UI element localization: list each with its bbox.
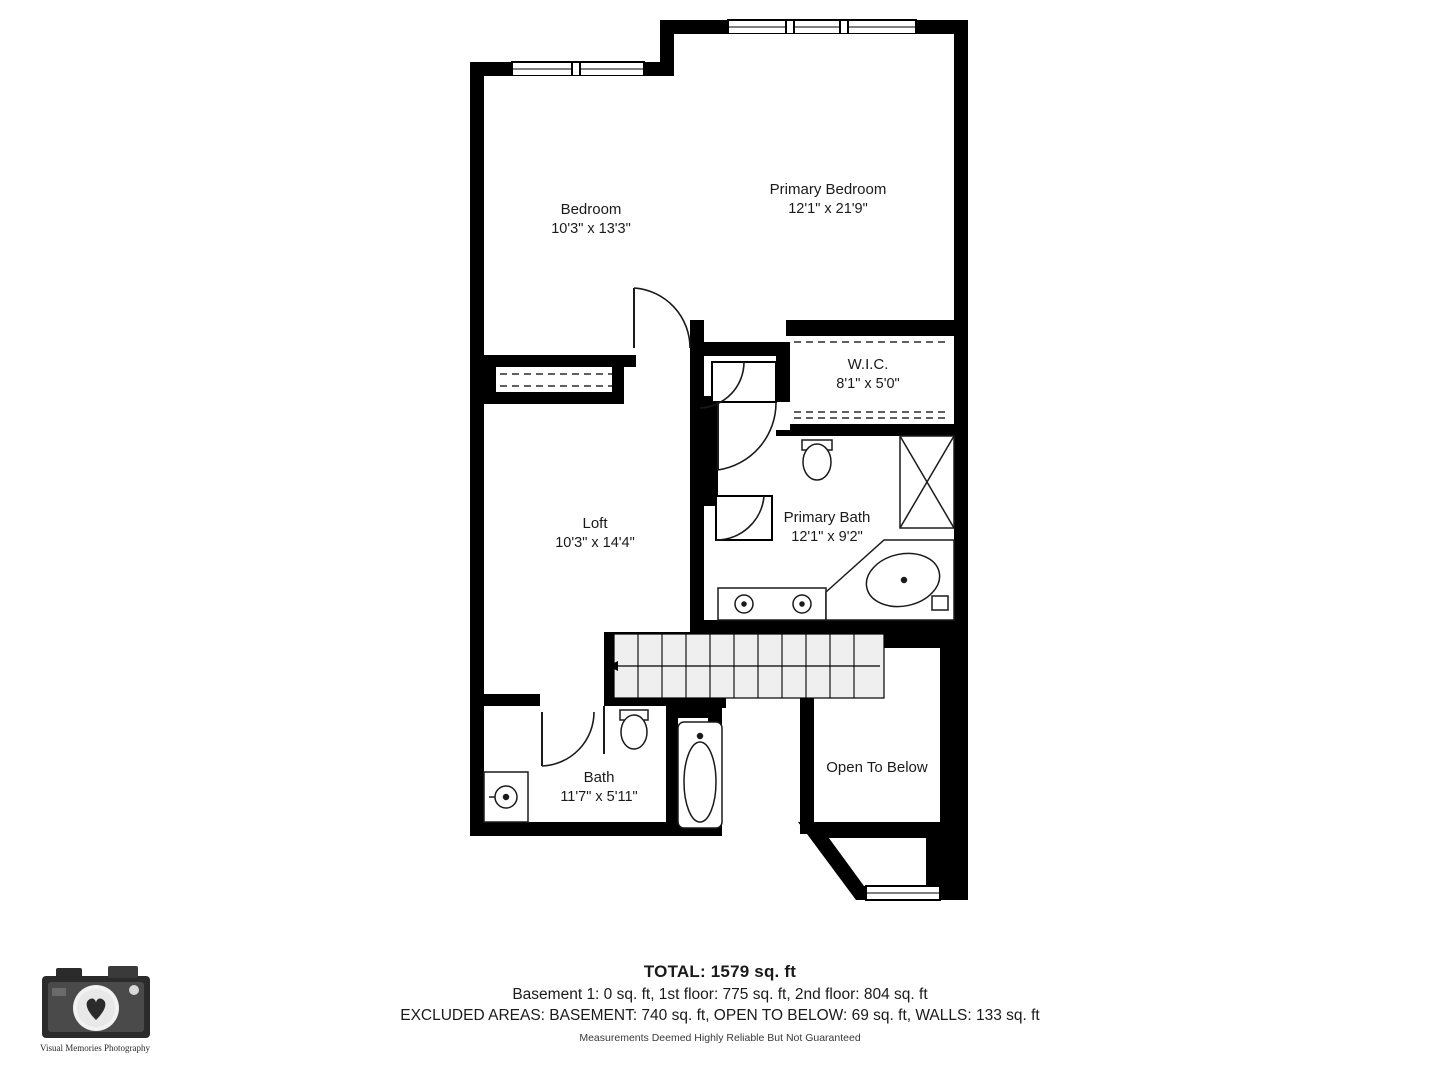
staircase bbox=[608, 634, 884, 698]
disclaimer-text: Measurements Deemed Highly Reliable But Not Guaranteed bbox=[579, 1032, 861, 1044]
room-label-bath bbox=[560, 768, 637, 808]
room-label-open-to-below bbox=[826, 758, 927, 778]
room-name: Loft bbox=[582, 515, 608, 532]
room-name: Primary Bath bbox=[783, 509, 871, 526]
room-label-primary-bedroom bbox=[770, 180, 887, 220]
room-label-bedroom bbox=[551, 200, 631, 240]
room-dimensions: 8'1" x 5'0" bbox=[836, 376, 900, 393]
room-name: W.I.C. bbox=[847, 356, 889, 373]
room-dimensions: 10'3" x 14'4" bbox=[555, 535, 635, 552]
area-summary bbox=[0, 962, 1440, 1044]
room-name: Primary Bedroom bbox=[769, 181, 887, 198]
room-name: Bedroom bbox=[560, 201, 622, 218]
room-label-loft bbox=[555, 514, 635, 554]
room-dimensions: 10'3" x 13'3" bbox=[551, 221, 631, 238]
total-area: TOTAL: 1579 sq. ft bbox=[643, 962, 797, 981]
room-name: Bath bbox=[583, 769, 615, 786]
room-name: Open To Below bbox=[826, 759, 928, 776]
room-dimensions: 12'1" x 21'9" bbox=[788, 201, 868, 218]
excluded-areas: EXCLUDED AREAS: BASEMENT: 740 sq. ft, OPEN TO BELOW: 69 sq. ft, WALLS: 133 sq. ft bbox=[400, 1007, 1040, 1024]
room-dimensions: 12'1" x 9'2" bbox=[791, 529, 863, 546]
floor-breakdown: Basement 1: 0 sq. ft, 1st floor: 775 sq. ft, 2nd floor: 804 sq. ft bbox=[512, 986, 928, 1003]
room-dimensions: 11'7" x 5'11" bbox=[560, 789, 638, 806]
room-label-wic bbox=[836, 355, 899, 395]
logo-caption: Visual Memories Photography bbox=[40, 1043, 150, 1053]
room-label-primary-bath bbox=[784, 508, 871, 548]
